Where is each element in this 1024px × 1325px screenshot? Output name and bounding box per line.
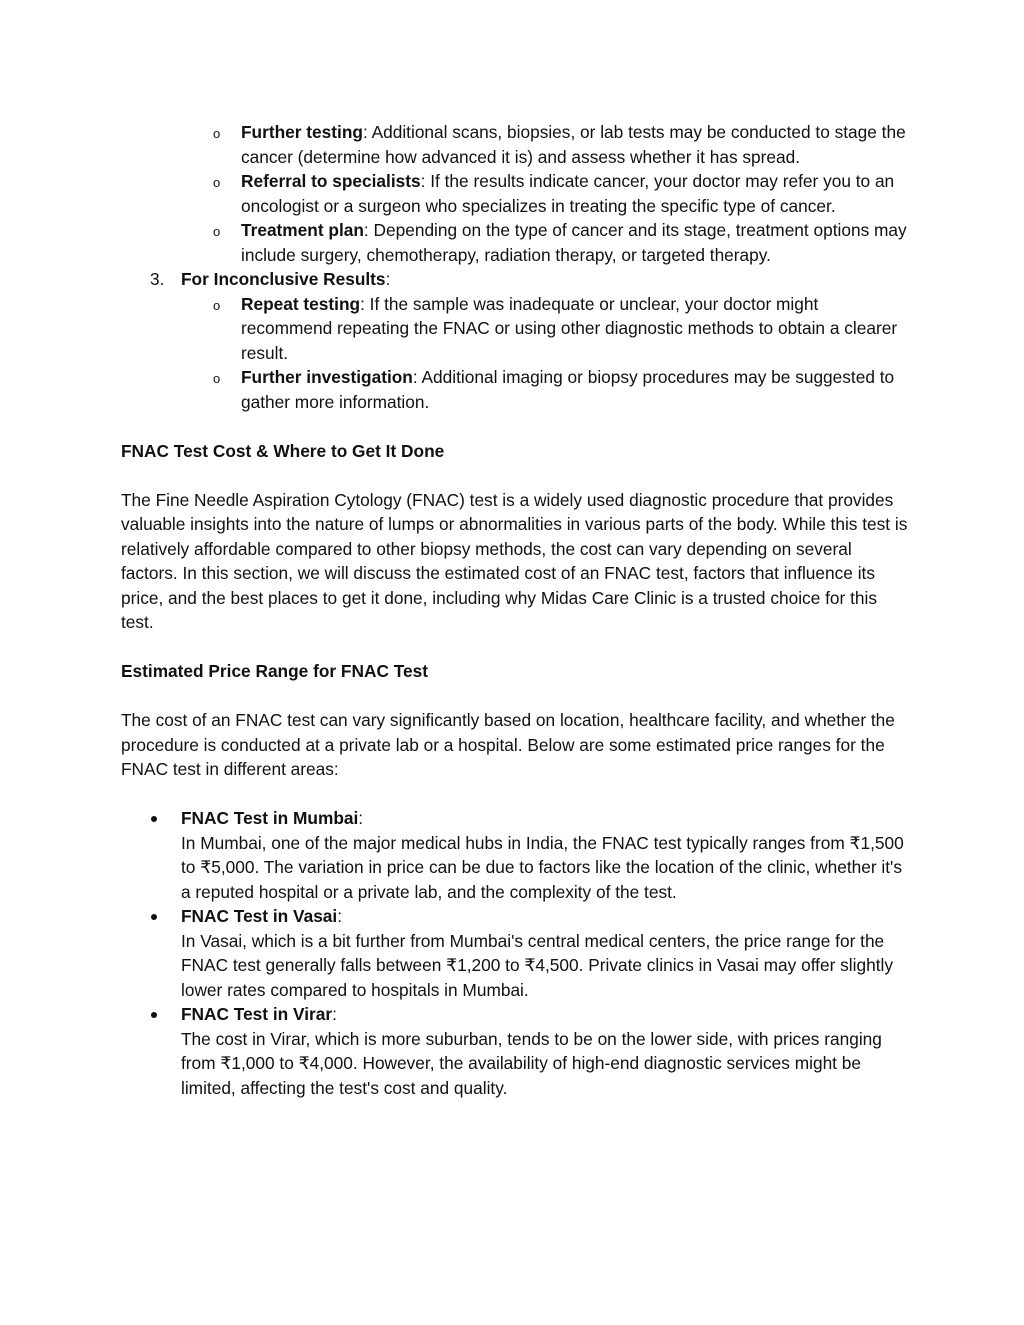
colon: : [385,269,391,289]
list-item-title: Treatment plan [241,220,364,240]
list-item-body: : If the sample was inadequate or unclear, your doctor might recommend repeating the FNAC or using other diagnostic methods to obtain a clearer result. [241,293,898,363]
bullet-icon [151,1012,157,1018]
sub-bullet-icon: o [213,371,221,386]
numbered-item-inconclusive [121,267,911,292]
sub-bullet-icon: o [213,224,221,239]
heading-text: FNAC Test Cost & Where to Get It Done [121,440,445,461]
list-item-title: Further testing [241,122,363,142]
list-item-body: : Depending on the type of cancer and its stage, treatment options may include surgery, chemotherapy, radiation therapy, or targeted therapy. [241,220,907,265]
sub-bullet-icon: o [213,175,221,190]
colon: : [358,808,364,828]
list-item [121,365,911,414]
paragraph-cost-intro: The Fine Needle Aspiration Cytology (FNAC) test is a widely used diagnostic procedure that provides valuable insights into the nature of lumps or abnormalities in various parts of the body. While this test is relatively affordable compared to other biopsy methods, the cost can vary depending on several factors. In this section, we will discuss the estimated cost of an FNAC test, factors that influence its price, and the best places to get it done, including why Midas Care Clinic is a trusted choice for this test. [121,489,908,632]
list-item-heading [181,806,911,831]
list-item-body: In Vasai, which is a bit further from Mumbai's central medical centers, the price range for the FNAC test generally falls between ₹1,200 to ₹4,500. Private clinics in Vasai may offer slightly lower rates compared to hospitals in Mumbai. [181,930,893,1000]
list-item [121,218,911,267]
list-item-body: : Additional scans, biopsies, or lab tests may be conducted to stage the cancer (determine how advanced it is) and assess whether it has spread. [241,122,906,167]
list-item-body: : If the results indicate cancer, your doctor may refer you to an oncologist or a surgeon who specializes in treating the specific type of cancer. [241,171,895,216]
list-item-title: Repeat testing [241,293,361,314]
list-item-text [241,120,911,169]
bullet-icon [151,914,157,920]
list-item-title: FNAC Test in Virar [181,1004,333,1024]
list-item-title: FNAC Test in Vasai [181,906,338,926]
bullet-icon [151,816,157,822]
list-item-heading [181,904,911,929]
list-item-title: FNAC Test in Mumbai [181,808,359,828]
list-item-body: : Additional imaging or biopsy procedures may be suggested to gather more information. [241,367,895,412]
section-heading-cost [121,439,911,464]
paragraph-price-intro: The cost of an FNAC test can vary significantly based on location, healthcare facility, and whether the procedure is conducted at a private lab or a hospital. Below are some estimated price ranges for the FNAC test in different areas: [121,710,895,779]
list-item [121,169,911,218]
list-item-body: In Mumbai, one of the major medical hubs in India, the FNAC test typically ranges from ₹1,500 to ₹5,000. The variation in price can be due to factors like the location of the clinic, whether it's a reputed hospital or a private lab, and the complexity of the test. [181,832,904,902]
sub-bullet-icon: o [213,126,221,141]
list-item-text [241,292,911,366]
list-item-heading [181,1002,911,1027]
document-body [121,120,911,1100]
list-item-mumbai [121,806,911,904]
list-item-body: The cost in Virar, which is more suburban, tends to be on the lower side, with prices ranging from ₹1,000 to ₹4,000. However, the availability of high-end diagnostic services might be limited, affecting the test's cost and quality. [181,1028,882,1098]
list-item-vasai [121,904,911,1002]
list-number: 3. [150,269,165,289]
list-item-text [241,169,911,218]
colon: : [337,906,343,926]
list-item [121,292,911,366]
list-item-title: Referral to specialists [241,171,421,191]
list-item-text [241,365,911,414]
colon: : [332,1004,337,1024]
sub-bullet-icon: o [213,297,221,313]
list-item-virar [121,1002,911,1100]
list-item [121,120,911,169]
list-item-text [241,218,911,267]
list-item-title: Further investigation [241,367,413,387]
section-heading-price [121,659,911,684]
heading-text: Estimated Price Range for FNAC Test [121,661,428,681]
numbered-item-heading [181,267,911,292]
numbered-item-title: For Inconclusive Results [181,269,386,289]
